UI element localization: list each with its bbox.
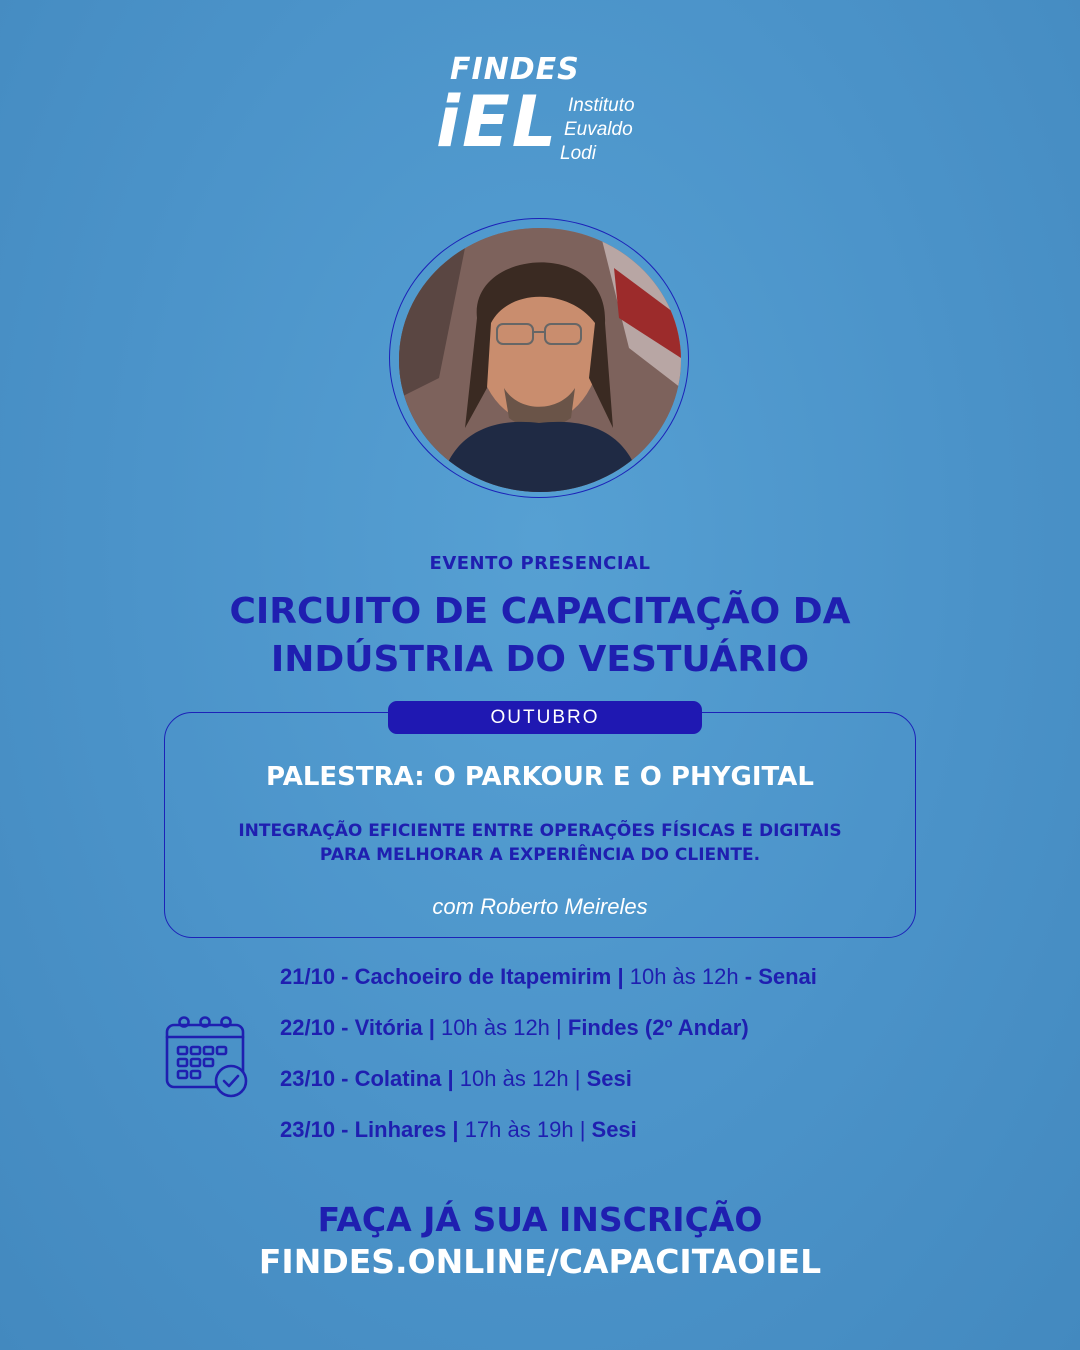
event-title: [0, 588, 1080, 684]
registration-link[interactable]: FINDES.ONLINE/CAPACITAOIEL: [258, 1242, 822, 1281]
speaker-photo-illustration: [399, 228, 681, 492]
schedule-item: 21/10 - Cachoeiro de Itapemirim | 10h às 12h - Senai: [280, 964, 817, 989]
cta-headline: FAÇA JÁ SUA INSCRIÇÃO: [317, 1200, 763, 1239]
logo-findes-text: FINDES: [450, 52, 580, 87]
schedule-item: 22/10 - Vitória | 10h às 12h | Findes (2º Andar): [280, 1015, 749, 1040]
event-title-line: INDÚSTRIA DO VESTUÁRIO: [270, 639, 810, 680]
event-type-label: EVENTO PRESENCIAL: [429, 553, 651, 574]
talk-title: PALESTRA: O PARKOUR E O PHYGITAL: [266, 762, 814, 792]
speaker-name: com Roberto Meireles: [432, 894, 648, 919]
calendar-check-icon: [164, 1013, 252, 1101]
schedule-item: 23/10 - Colatina | 10h às 12h | Sesi: [280, 1066, 632, 1091]
event-title-line: CIRCUITO DE CAPACITAÇÃO DA: [229, 591, 851, 632]
month-badge: OUTUBRO: [388, 701, 702, 734]
logo-institute-text: Instituto Euvaldo Lodi: [560, 95, 635, 164]
findes-iel-logo: [430, 52, 660, 172]
talk-subtitle: INTEGRAÇÃO EFICIENTE ENTRE OPERAÇÕES FÍSICAS E DIGITAIS PARA MELHORAR A EXPERIÊNCIA DO CLIENTE.: [238, 821, 842, 865]
logo-iel-mark: iEL: [436, 81, 559, 163]
schedule-item: 23/10 - Linhares | 17h às 19h | Sesi: [280, 1117, 637, 1142]
speaker-photo: [399, 228, 681, 492]
